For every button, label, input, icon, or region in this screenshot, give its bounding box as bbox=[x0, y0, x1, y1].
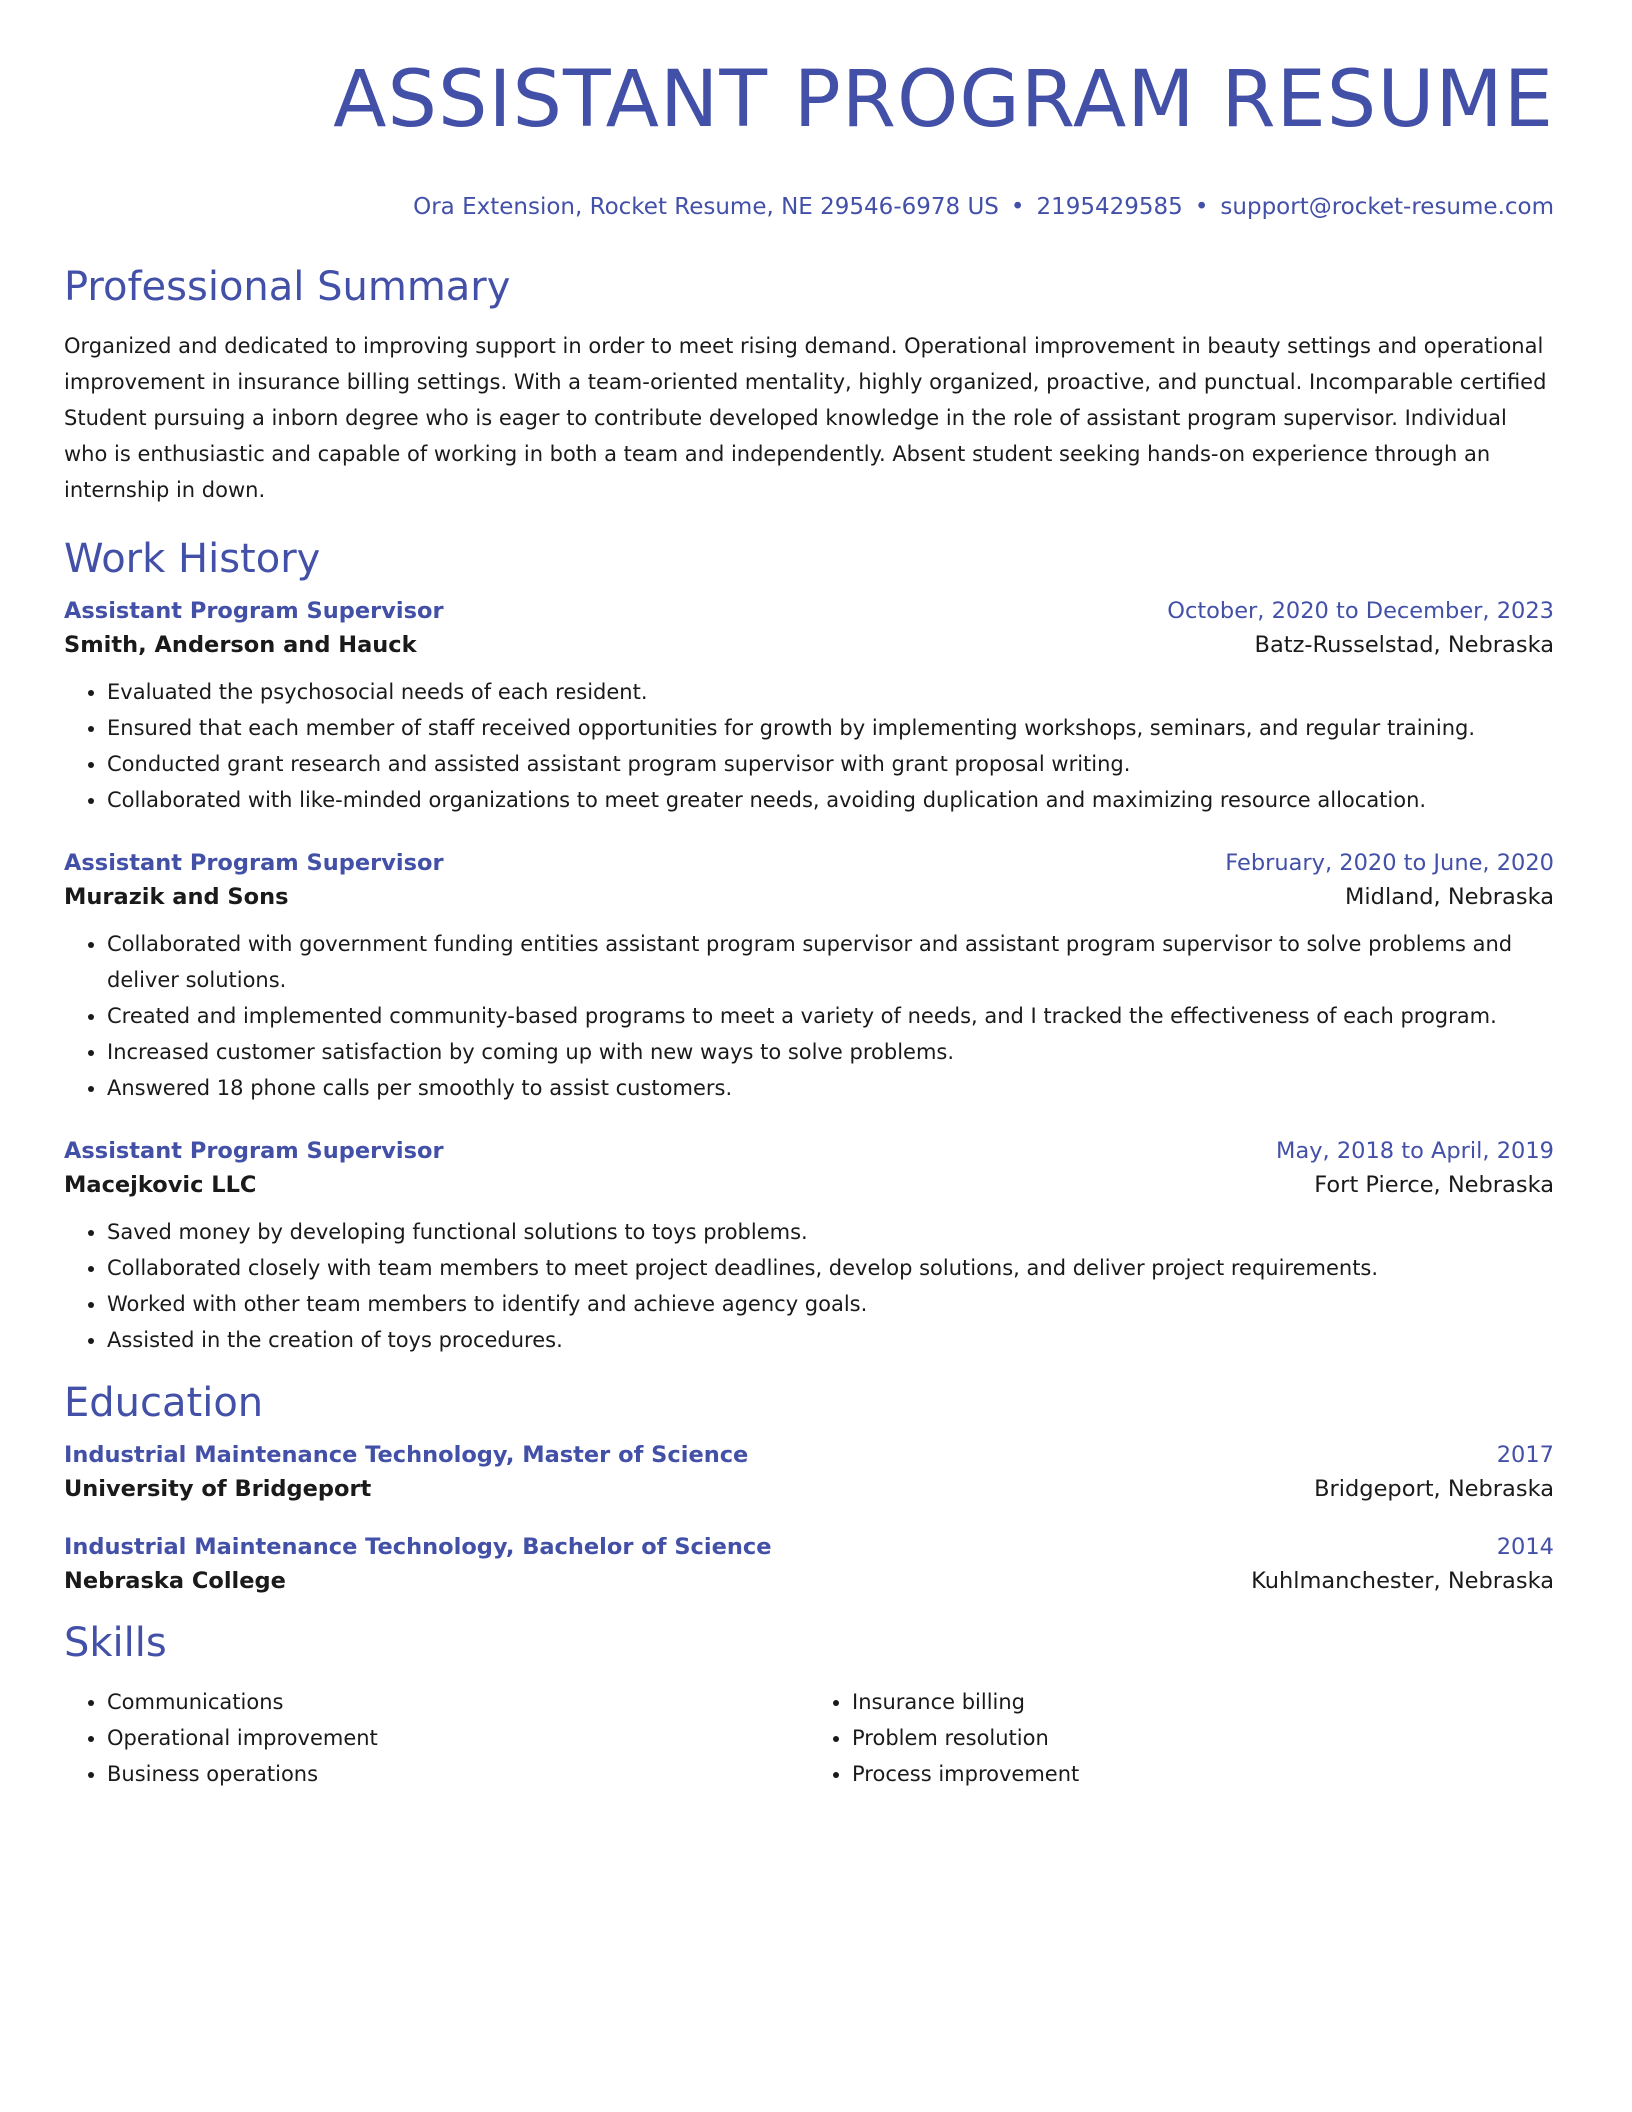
skills-column-left bbox=[64, 1684, 809, 1792]
contact-phone: 2195429585 bbox=[1036, 194, 1183, 220]
job-bullet: • Saved money by developing functional solutions to toys problems. bbox=[107, 1214, 1554, 1250]
resume-page bbox=[64, 50, 1554, 1792]
job-bullet: • Created and implemented community-based programs to meet a variety of needs, and I tracked the effectiveness of each program. bbox=[107, 998, 1554, 1034]
education-school: University of Bridgeport bbox=[64, 1476, 372, 1502]
job-dates: October, 2020 to December, 2023 bbox=[1167, 598, 1554, 624]
education-school: Nebraska College bbox=[64, 1568, 286, 1594]
job-company-row bbox=[64, 884, 1554, 910]
work-history-heading: Work History bbox=[64, 536, 321, 582]
job-location: Batz-Russelstad, Nebraska bbox=[1254, 632, 1554, 658]
job-bullet: • Collaborated with government funding entities assistant program supervisor and assistant program supervisor to solve problems and deliver solutions. bbox=[107, 926, 1554, 998]
job-entry bbox=[64, 598, 1554, 818]
job-bullet: • Answered 18 phone calls per smoothly to assist customers. bbox=[107, 1070, 1554, 1106]
job-company-row bbox=[64, 632, 1554, 658]
job-dates: February, 2020 to June, 2020 bbox=[1225, 850, 1554, 876]
contact-line bbox=[64, 192, 1554, 222]
job-title: Assistant Program Supervisor bbox=[64, 598, 444, 624]
summary-heading: Professional Summary bbox=[64, 264, 511, 310]
skill-item: • Business operations bbox=[107, 1756, 809, 1792]
job-header-row bbox=[64, 850, 1554, 876]
job-bullet: • Ensured that each member of staff received opportunities for growth by implementing workshops, seminars, and regular training. bbox=[107, 710, 1554, 746]
job-location: Midland, Nebraska bbox=[1345, 884, 1554, 910]
job-bullet: • Collaborated with like-minded organizations to meet greater needs, avoiding duplication and maximizing resource allocation. bbox=[107, 782, 1554, 818]
education-year: 2017 bbox=[1496, 1442, 1554, 1468]
education-location: Kuhlmanchester, Nebraska bbox=[1251, 1568, 1554, 1594]
job-bullets bbox=[64, 674, 1554, 818]
job-company: Murazik and Sons bbox=[64, 884, 289, 910]
job-bullet: • Collaborated closely with team members to meet project deadlines, develop solutions, and deliver project requirements. bbox=[107, 1250, 1554, 1286]
job-entry bbox=[64, 1138, 1554, 1358]
job-dates: May, 2018 to April, 2019 bbox=[1276, 1138, 1554, 1164]
education-school-row bbox=[64, 1476, 1554, 1502]
job-bullets bbox=[64, 926, 1554, 1106]
resume-title: ASSISTANT PROGRAM RESUME bbox=[333, 55, 1554, 145]
job-bullet: • Worked with other team members to identify and achieve agency goals. bbox=[107, 1286, 1554, 1322]
education-entry bbox=[64, 1442, 1554, 1502]
job-location: Fort Pierce, Nebraska bbox=[1314, 1172, 1554, 1198]
education-year: 2014 bbox=[1496, 1534, 1554, 1560]
skills-heading: Skills bbox=[64, 1620, 167, 1666]
education-location: Bridgeport, Nebraska bbox=[1314, 1476, 1554, 1502]
job-bullet: • Evaluated the psychosocial needs of each resident. bbox=[107, 674, 1554, 710]
skill-item: • Operational improvement bbox=[107, 1720, 809, 1756]
skills-list bbox=[64, 1684, 1554, 1792]
job-bullets bbox=[64, 1214, 1554, 1358]
job-header-row bbox=[64, 1138, 1554, 1164]
skill-item: • Process improvement bbox=[852, 1756, 1554, 1792]
skills-column-right bbox=[809, 1684, 1554, 1792]
contact-address: Ora Extension, Rocket Resume, NE 29546-6978 US bbox=[413, 194, 999, 220]
skill-item: • Insurance billing bbox=[852, 1684, 1554, 1720]
education-degree: Industrial Maintenance Technology, Master of Science bbox=[64, 1442, 749, 1468]
education-degree: Industrial Maintenance Technology, Bachelor of Science bbox=[64, 1534, 772, 1560]
job-bullet: • Assisted in the creation of toys procedures. bbox=[107, 1322, 1554, 1358]
skill-item: • Communications bbox=[107, 1684, 809, 1720]
job-company: Macejkovic LLC bbox=[64, 1172, 257, 1198]
job-header-row bbox=[64, 598, 1554, 624]
job-company: Smith, Anderson and Hauck bbox=[64, 632, 417, 658]
job-entry bbox=[64, 850, 1554, 1106]
education-header-row bbox=[64, 1534, 1554, 1560]
job-title: Assistant Program Supervisor bbox=[64, 1138, 444, 1164]
contact-separator: • bbox=[1010, 194, 1025, 220]
job-company-row bbox=[64, 1172, 1554, 1198]
contact-email: support@rocket-resume.com bbox=[1220, 194, 1554, 220]
skill-item: • Problem resolution bbox=[852, 1720, 1554, 1756]
job-bullet: • Increased customer satisfaction by coming up with new ways to solve problems. bbox=[107, 1034, 1554, 1070]
education-school-row bbox=[64, 1568, 1554, 1594]
education-heading: Education bbox=[64, 1380, 264, 1426]
education-entry bbox=[64, 1534, 1554, 1594]
contact-separator: • bbox=[1194, 194, 1209, 220]
summary-text: Organized and dedicated to improving support in order to meet rising demand. Operational improvement in beauty settings and operational improvement in insurance billing settings. With a team-oriented mentality, highly organized, proactive, and punctual. Incomparable certified Student pursuing a inborn degree who is eager to contribute developed knowledge in the role of assistant program supervisor. Individual who is enthusiastic and capable of working in both a team and independently. Absent student seeking hands-on experience through an internship in down. bbox=[64, 334, 1547, 502]
job-bullet: • Conducted grant research and assisted assistant program supervisor with grant proposal writing. bbox=[107, 746, 1554, 782]
job-title: Assistant Program Supervisor bbox=[64, 850, 444, 876]
education-header-row bbox=[64, 1442, 1554, 1468]
